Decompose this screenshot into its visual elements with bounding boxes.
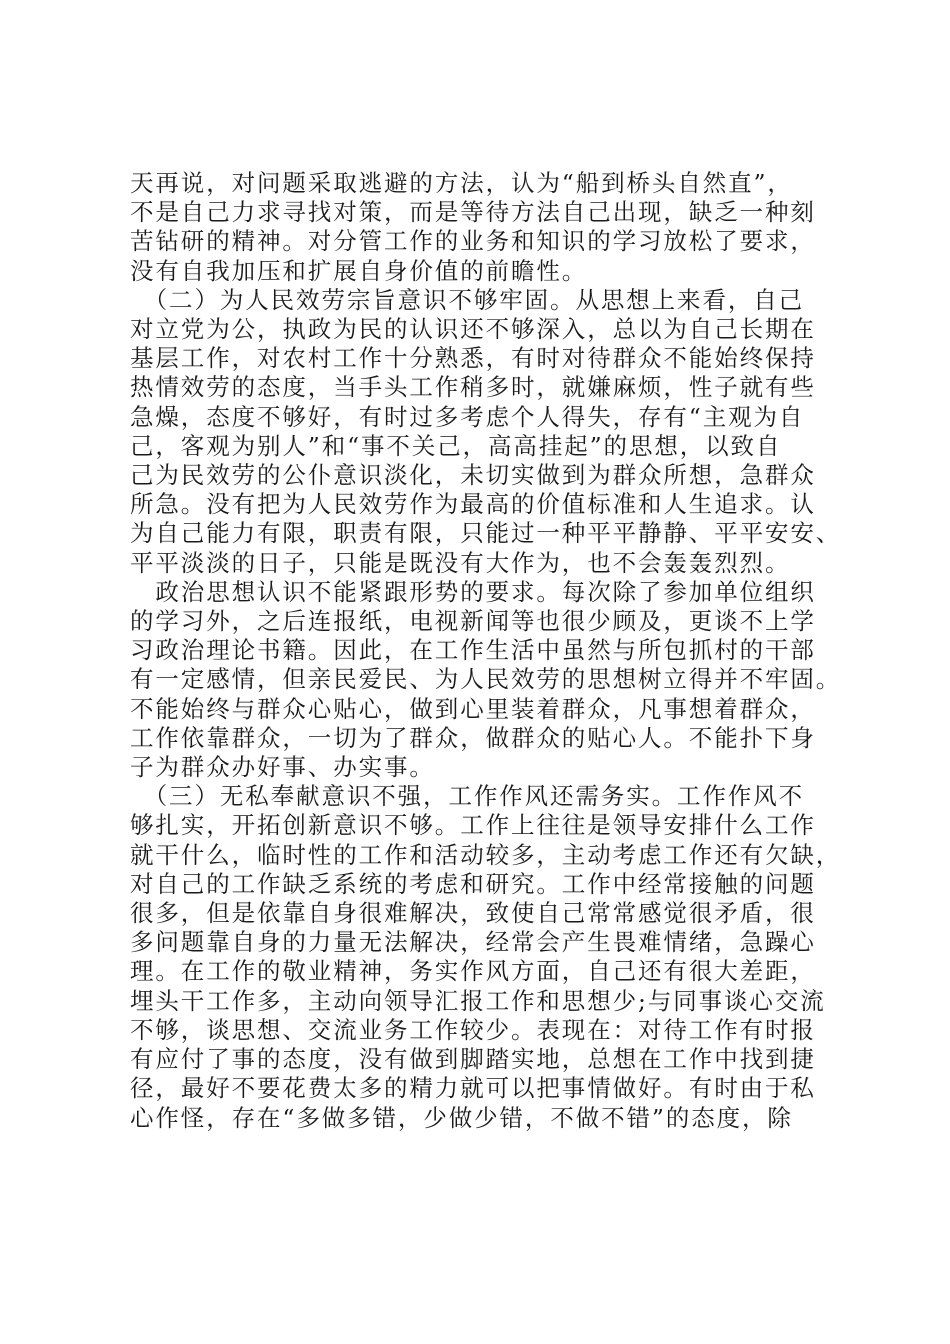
text-line: 子为群众办好事、办实事。 <box>130 753 435 782</box>
text-line: 己为民效劳的公仆意识淡化，未切实做到为群众所想，急群众 <box>130 461 816 490</box>
text-line: 有一定感情，但亲民爱民、为人民效劳的思想树立得并不牢固。 <box>130 665 842 694</box>
text-line: 够扎实，开拓创新意识不够。工作上往往是领导安排什么工作 <box>130 811 816 840</box>
text-line: 埋头干工作多，主动向领导汇报工作和思想少;与同事谈心交流 <box>130 986 826 1015</box>
text-line: 平平淡淡的日子，只能是既没有大作为，也不会轰轰烈烈。 <box>130 548 791 577</box>
text-line: 不够，谈思想、交流业务工作较少。表现在：对待工作有时报 <box>130 1015 816 1044</box>
text-line: 不是自己力求寻找对策，而是等待方法自己出现，缺乏一种刻 <box>130 198 816 227</box>
text-line: 己，客观为别人”和“事不关己，高高挂起”的思想，以致自 <box>130 431 782 460</box>
text-line: 径，最好不要花费太多的精力就可以把事情做好。有时由于私 <box>130 1074 816 1103</box>
text-line: 多问题靠自身的力量无法解决，经常会产生畏难情绪，急躁心 <box>130 928 816 957</box>
text-line: 习政治理论书籍。因此，在工作生活中虽然与所包抓村的干部 <box>130 636 816 665</box>
text-line: 所急。没有把为人民效劳作为最高的价值标准和人生追求。认 <box>130 490 816 519</box>
text-line: 没有自我加压和扩展自身价值的前瞻性。 <box>130 256 588 285</box>
text-line: （三）无私奉献意识不强，工作作风还需务实。工作作风不 <box>130 782 805 811</box>
text-line: 有应付了事的态度，没有做到脚踏实地，总想在工作中找到捷 <box>130 1045 816 1074</box>
text-line: 基层工作，对农村工作十分熟悉，有时对待群众不能始终保持 <box>130 344 816 373</box>
text-line: 不能始终与群众心贴心，做到心里装着群众，凡事想着群众， <box>130 694 816 723</box>
text-line: 对自己的工作缺乏系统的考虑和研究。工作中经常接触的问题 <box>130 869 816 898</box>
text-line: 很多，但是依靠自身很难解决，致使自己常常感觉很矛盾，很 <box>130 899 816 928</box>
text-line: 工作依靠群众，一切为了群众，做群众的贴心人。不能扑下身 <box>130 723 816 752</box>
text-line: 热情效劳的态度，当手头工作稍多时，就嫌麻烦，性子就有些 <box>130 373 816 402</box>
body-text <box>130 169 842 1133</box>
text-line: 天再说，对问题采取逃避的方法，认为“船到桥头自然直”， <box>130 169 793 197</box>
text-line: 政治思想认识不能紧跟形势的要求。每次除了参加单位组织 <box>130 577 816 606</box>
text-line: 的学习外，之后连报纸，电视新闻等也很少顾及，更谈不上学 <box>130 607 816 636</box>
text-line: 心作怪，存在“多做多错，少做少错，不做不错”的态度，除 <box>130 1103 793 1132</box>
text-line: （二）为人民效劳宗旨意识不够牢固。从思想上来看，自己 <box>130 285 805 314</box>
text-line: 理。在工作的敬业精神，务实作风方面，自己还有很大差距， <box>130 957 816 986</box>
text-line: 苦钻研的精神。对分管工作的业务和知识的学习放松了要求， <box>130 227 816 256</box>
text-line: 为自己能力有限，职责有限，只能过一种平平静静、平平安安、 <box>130 519 842 548</box>
text-line: 就干什么，临时性的工作和活动较多，主动考虑工作还有欠缺， <box>130 840 842 869</box>
text-line: 对立党为公，执政为民的认识还不够深入，总以为自己长期在 <box>130 315 816 344</box>
text-line: 急燥，态度不够好，有时过多考虑个人得失，存有“主观为自 <box>130 402 805 431</box>
